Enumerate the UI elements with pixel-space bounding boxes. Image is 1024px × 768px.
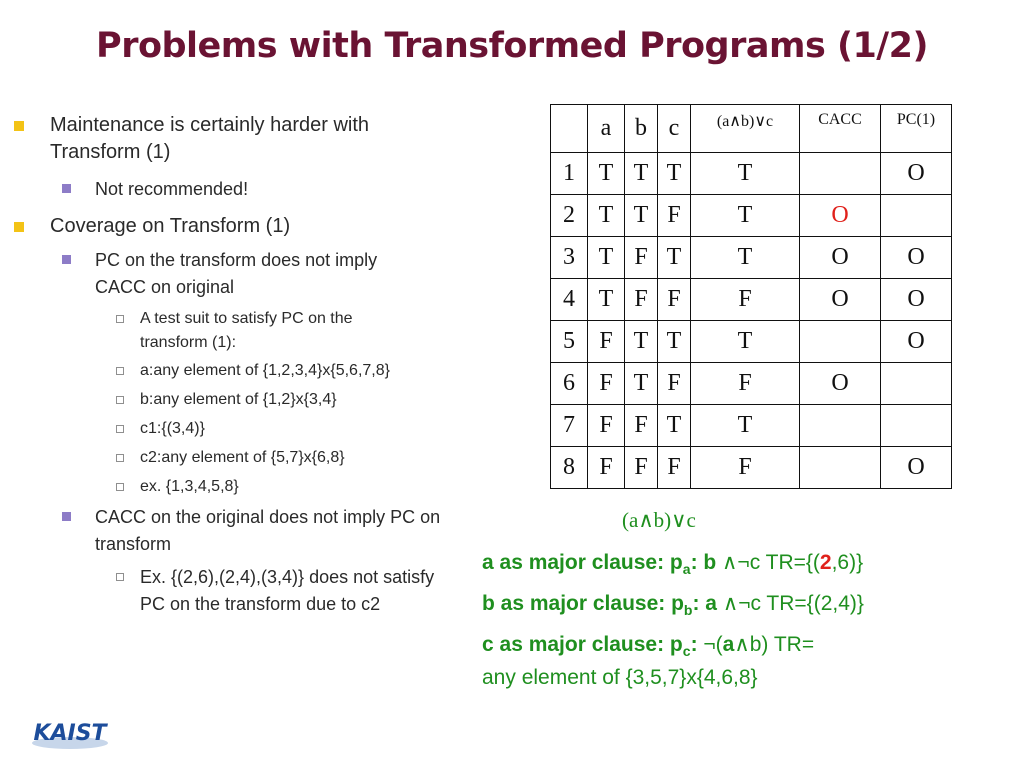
cell-result: T xyxy=(691,153,800,195)
bullet-a-element: a:any element of {1,2,3,4}x{5,6,7,8} xyxy=(116,359,476,383)
row-number: 3 xyxy=(551,237,588,279)
cell-a: F xyxy=(588,405,625,447)
row-number: 4 xyxy=(551,279,588,321)
table-row xyxy=(551,237,952,279)
bullet-maintenance: Maintenance is certainly harder with Transform (1) xyxy=(14,112,454,166)
bullet-marker xyxy=(62,255,71,264)
header-cell: a xyxy=(588,105,625,153)
cell-b: F xyxy=(625,237,658,279)
bullet-marker xyxy=(62,512,71,521)
cell-a: T xyxy=(588,153,625,195)
cell-pc: O xyxy=(881,153,952,195)
bullet-counter-example: Ex. {(2,6),(2,4),(3,4)} does not satisfy PC on the transform due to c2 xyxy=(116,564,461,618)
cell-cacc: O xyxy=(800,363,881,405)
bullet-not-recommended: Not recommended! xyxy=(62,176,462,203)
cell-c: F xyxy=(658,447,691,489)
cell-a: T xyxy=(588,237,625,279)
kaist-logo-icon xyxy=(30,714,110,752)
cell-b: F xyxy=(625,405,658,447)
cell-result: T xyxy=(691,321,800,363)
kaist-logo-text: KAIST xyxy=(33,721,107,746)
row-number: 8 xyxy=(551,447,588,489)
cell-cacc xyxy=(800,447,881,489)
cell-cacc xyxy=(800,405,881,447)
header-cell: CACC xyxy=(800,105,881,153)
predicate-formula: (a∧b)∨c xyxy=(622,508,696,532)
bullet-marker xyxy=(116,367,124,375)
header-cell: (a∧b)∨c xyxy=(691,105,800,153)
bullet-marker xyxy=(62,184,71,193)
cell-c: F xyxy=(658,279,691,321)
cell-b: T xyxy=(625,363,658,405)
bullet-b-element: b:any element of {1,2}x{3,4} xyxy=(116,388,476,412)
header-cell: PC(1) xyxy=(881,105,952,153)
bullet-cacc-not-pc: CACC on the original does not imply PC on transform xyxy=(62,504,462,558)
cell-b: T xyxy=(625,321,658,363)
major-clause-c-tr: any element of {3,5,7}x{4,6,8} xyxy=(482,666,758,689)
bullet-coverage: Coverage on Transform (1) xyxy=(14,213,454,240)
bullet-c1: c1:{(3,4)} xyxy=(116,417,476,441)
page-title: Problems with Transformed Programs (1/2) xyxy=(96,26,928,66)
bullet-marker xyxy=(116,483,124,491)
cell-b: F xyxy=(625,447,658,489)
cell-a: T xyxy=(588,279,625,321)
cell-cacc: O xyxy=(800,195,881,237)
bullet-marker xyxy=(116,425,124,433)
cell-c: T xyxy=(658,405,691,447)
cell-c: T xyxy=(658,321,691,363)
cell-a: F xyxy=(588,447,625,489)
table-row xyxy=(551,321,952,363)
cell-pc: O xyxy=(881,279,952,321)
major-clause-a: a as major clause: $p_a$: b ∧¬c TR={(2,6)} xyxy=(482,551,864,578)
bullet-c2: c2:any element of {5,7}x{6,8} xyxy=(116,446,476,470)
header-cell: b xyxy=(625,105,658,153)
cell-c: F xyxy=(658,363,691,405)
row-number: 6 xyxy=(551,363,588,405)
cell-a: F xyxy=(588,321,625,363)
table-row xyxy=(551,447,952,489)
table-row xyxy=(551,363,952,405)
bullet-marker xyxy=(116,454,124,462)
cell-b: T xyxy=(625,153,658,195)
bullet-marker xyxy=(116,396,124,404)
row-number: 7 xyxy=(551,405,588,447)
cell-cacc xyxy=(800,321,881,363)
row-number: 2 xyxy=(551,195,588,237)
bullet-test-suit: A test suit to satisfy PC on the transform (1): xyxy=(116,307,416,355)
cell-result: F xyxy=(691,363,800,405)
cell-result: F xyxy=(691,279,800,321)
table-header-row xyxy=(551,105,952,153)
cell-b: T xyxy=(625,195,658,237)
bullet-marker xyxy=(14,121,24,131)
major-clause-b: b as major clause: $p_b$: a ∧¬c TR={(2,4)} xyxy=(482,592,864,619)
bullet-example: ex. {1,3,4,5,8} xyxy=(116,475,476,499)
cell-pc: O xyxy=(881,321,952,363)
header-cell xyxy=(551,105,588,153)
cell-result: T xyxy=(691,237,800,279)
cell-a: F xyxy=(588,363,625,405)
cell-result: T xyxy=(691,195,800,237)
table-row xyxy=(551,153,952,195)
cell-pc xyxy=(881,405,952,447)
bullet-marker xyxy=(14,222,24,232)
truth-table xyxy=(550,104,952,489)
cell-c: F xyxy=(658,195,691,237)
cell-c: T xyxy=(658,153,691,195)
header-cell: c xyxy=(658,105,691,153)
cell-pc: O xyxy=(881,447,952,489)
kaist-logo xyxy=(30,714,110,757)
cell-cacc: O xyxy=(800,279,881,321)
row-number: 5 xyxy=(551,321,588,363)
bullet-marker xyxy=(116,573,124,581)
major-clause-c: c as major clause: $p_c$: ¬(a∧b) TR= xyxy=(482,633,815,660)
table-row xyxy=(551,195,952,237)
cell-b: F xyxy=(625,279,658,321)
cell-cacc: O xyxy=(800,237,881,279)
cell-pc: O xyxy=(881,237,952,279)
cell-pc xyxy=(881,363,952,405)
table-row xyxy=(551,405,952,447)
bullet-marker xyxy=(116,315,124,323)
cell-result: F xyxy=(691,447,800,489)
cell-pc xyxy=(881,195,952,237)
table-row xyxy=(551,279,952,321)
cell-c: T xyxy=(658,237,691,279)
cell-cacc xyxy=(800,153,881,195)
cell-a: T xyxy=(588,195,625,237)
row-number: 1 xyxy=(551,153,588,195)
cell-result: T xyxy=(691,405,800,447)
bullet-pc-not-cacc: PC on the transform does not imply CACC on original xyxy=(62,247,432,301)
